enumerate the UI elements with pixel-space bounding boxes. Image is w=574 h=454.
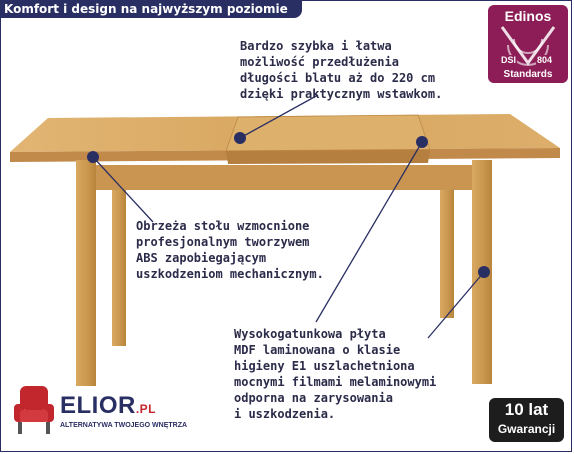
front-leg-left bbox=[76, 160, 96, 386]
callout-line-text: uszkodzeniom mechanicznym. bbox=[136, 267, 324, 281]
warranty-badge bbox=[489, 398, 564, 442]
warranty-label: Gwarancji bbox=[497, 422, 556, 436]
table-apron bbox=[78, 165, 486, 190]
edinos-standards: Standards bbox=[503, 69, 553, 80]
callout-line-text: MDF laminowana o klasie bbox=[234, 343, 401, 357]
callout-line-text: Bardzo szybka i łatwa bbox=[240, 39, 392, 53]
brand-logo bbox=[12, 382, 188, 442]
brand-tld: .PL bbox=[135, 402, 157, 416]
callout-dot-extension bbox=[234, 132, 246, 144]
callout-mdf bbox=[234, 326, 436, 422]
callout-line-text: Wysokogatunkowa płyta bbox=[234, 327, 386, 341]
callout-line-text: mocnymi filmami melaminowymi bbox=[234, 375, 437, 389]
callout-line-text: dzięki praktycznym wstawkom. bbox=[240, 87, 443, 101]
callout-line-text: Obrzeża stołu wzmocnione bbox=[136, 219, 310, 233]
edinos-name: Edinos bbox=[504, 8, 552, 24]
brand-tagline: ALTERNATYWA TWOJEGO WNĘTRZA bbox=[60, 422, 188, 429]
callout-dot-mdf-top bbox=[416, 136, 428, 148]
callout-dot-mdf-leg bbox=[478, 266, 490, 278]
back-leg-right bbox=[440, 178, 454, 318]
callout-line-text: i uszkodzenia. bbox=[234, 407, 336, 421]
callout-extension bbox=[240, 38, 442, 102]
callout-dot-edges bbox=[87, 151, 99, 163]
callout-line-text: higieny E1 uszlachetniona bbox=[234, 359, 415, 373]
edinos-number: 804 bbox=[537, 55, 553, 65]
banner-text: Komfort i design na najwyższym poziomie bbox=[4, 2, 288, 16]
edinos-certification-badge bbox=[488, 5, 568, 83]
callout-line-text: ABS zapobiegającym bbox=[136, 251, 267, 265]
callout-line-text: profesjonalnym tworzywem bbox=[136, 235, 310, 249]
armchair-icon bbox=[12, 382, 56, 438]
edinos-dsi: DSI bbox=[501, 55, 517, 65]
callout-edges bbox=[136, 218, 324, 282]
callout-line-text: możliwość przedłużenia bbox=[240, 55, 399, 69]
callout-line-text: odporna na zarysowania bbox=[234, 391, 393, 405]
top-banner bbox=[0, 0, 302, 18]
back-leg-left bbox=[112, 178, 126, 346]
callout-line-text: długości blatu aż do 220 cm bbox=[240, 71, 436, 85]
insert-edge bbox=[226, 150, 430, 164]
extension-insert bbox=[226, 115, 430, 151]
warranty-years: 10 lat bbox=[504, 400, 549, 419]
brand-name-text: ELIOR bbox=[60, 392, 136, 419]
brand-name bbox=[60, 392, 156, 420]
